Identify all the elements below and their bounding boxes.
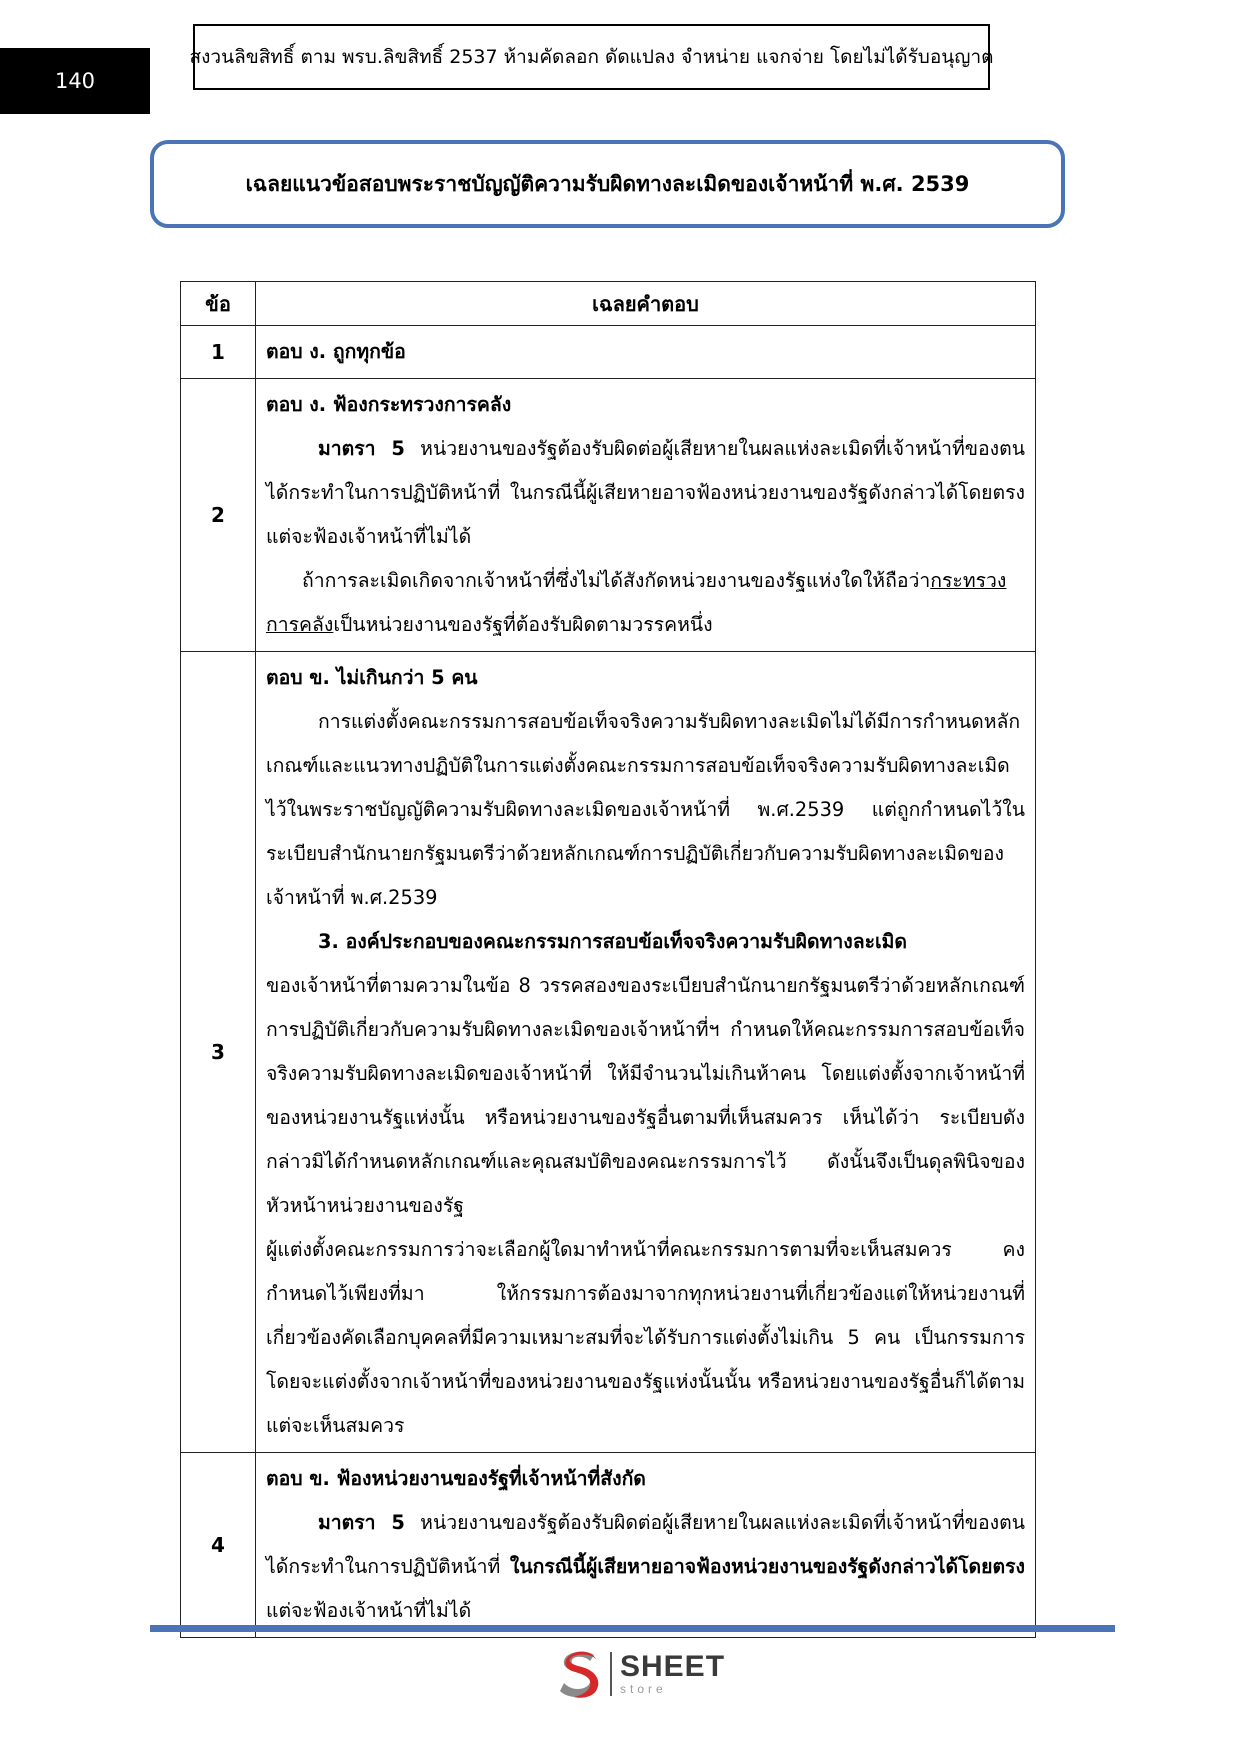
answer-choice: ตอบ ข. ไม่เกินกว่า 5 คน xyxy=(266,666,478,689)
row-number: 2 xyxy=(181,379,256,652)
section-reference: มาตรา 5 xyxy=(318,437,405,460)
page-number: 140 xyxy=(0,48,150,114)
underlined-term: กระทรวงการคลัง xyxy=(266,569,1007,636)
explanation-text: ถ้าการละเมิดเกิดจากเจ้าหน้าที่ซึ่งไม่ได้สังกัดหน่วยงานของรัฐแห่งใดให้ถือว่า xyxy=(302,569,931,592)
table-row xyxy=(181,379,1036,652)
section-heading xyxy=(266,920,1025,964)
page-title: เฉลยแนวข้อสอบพระราชบัญญัติความรับผิดทางละเมิดของเจ้าหน้าที่ พ.ศ. 2539 xyxy=(150,140,1065,228)
logo-subtitle: store xyxy=(620,1682,667,1696)
answer-choice: ตอบ ง. ถูกทุกข้อ xyxy=(266,340,406,363)
answer-table xyxy=(180,281,1036,1638)
table-row xyxy=(181,326,1036,379)
footer-divider xyxy=(150,1625,1115,1632)
explanation-paragraph: การแต่งตั้งคณะกรรมการสอบข้อเท็จจริงความรับผิดทางละเมิดไม่ได้มีการกำหนดหลักเกณฑ์และแนวทางปฏิบัติในการแต่งตั้งคณะกรรมการสอบข้อเท็จจริงความรับผิดทางละเมิดไว้ในพระราชบัญญัติความรับผิดทางละเมิดของเจ้าหน้าที่ พ.ศ.2539 แต่ถูกกำหนดไว้ในระเบียบสำนักนายกรัฐมนตรีว่าด้วยหลักเกณฑ์การปฏิบัติเกี่ยวกับความรับผิดทางละเมิดของเจ้าหน้าที่ พ.ศ.2539 xyxy=(266,710,1025,909)
explanation-paragraph xyxy=(266,559,1025,647)
answer-cell xyxy=(256,652,1036,1453)
logo-separator xyxy=(610,1652,612,1696)
column-header-no: ข้อ xyxy=(181,282,256,326)
explanation-text: หน่วยงานของรัฐต้องรับผิดต่อผู้เสียหายในผลแห่งละเมิดที่เจ้าหน้าที่ของตนได้กระทำในการปฏิบัติหน้าที่ ในกรณีนี้ผู้เสียหายอาจฟ้องหน่วยงานของรัฐดังกล่าวได้โดยตรง แต่จะฟ้องเจ้าหน้าที่ไม่ได้ xyxy=(266,437,1025,548)
answer-cell xyxy=(256,326,1036,379)
explanation-text: เป็นหน่วยงานของรัฐที่ต้องรับผิดตามวรรคหนึ่ง xyxy=(333,613,713,636)
explanation-paragraph xyxy=(266,427,1025,559)
answer-cell xyxy=(256,1453,1036,1638)
table-row xyxy=(181,1453,1036,1638)
explanation-paragraph: ผู้แต่งตั้งคณะกรรมการว่าจะเลือกผู้ใดมาทำหน้าที่คณะกรรมการตามที่จะเห็นสมควร คงกำหนดไว้เพียงที่มา ให้กรรมการต้องมาจากทุกหน่วยงานที่เกี่ยวข้องแต่ให้หน่วยงานที่เกี่ยวข้องคัดเลือกบุคคลที่มีความเหมาะสมที่จะได้รับการแต่งตั้งไม่เกิน 5 คน เป็นกรรมการ โดยจะแต่งตั้งจากเจ้าหน้าที่ของหน่วยงานของรัฐแห่งนั้นนั้น หรือหน่วยงานของรัฐอื่นก็ได้ตามแต่จะเห็นสมควร xyxy=(266,1238,1025,1437)
table-row xyxy=(181,652,1036,1453)
row-number: 3 xyxy=(181,652,256,1453)
table-header-row xyxy=(181,282,1036,326)
section-heading-text: 3. องค์ประกอบของคณะกรรมการสอบข้อเท็จจริงความรับผิดทางละเมิด xyxy=(318,930,908,953)
row-number: 1 xyxy=(181,326,256,379)
logo-name: SHEET xyxy=(620,1650,726,1683)
explanation-paragraph xyxy=(266,1501,1025,1633)
explanation-paragraph: ของเจ้าหน้าที่ตามความในข้อ 8 วรรคสองของระเบียบสำนักนายกรัฐมนตรีว่าด้วยหลักเกณฑ์การปฏิบัติเกี่ยวกับความรับผิดทางละเมิดของเจ้าหน้าที่ฯ กำหนดให้คณะกรรมการสอบข้อเท็จจริงความรับผิดทางละเมิดของเจ้าหน้าที่ ให้มีจำนวนไม่เกินห้าคน โดยแต่งตั้งจากเจ้าหน้าที่ของหน่วยงานรัฐแห่งนั้น หรือหน่วยงานของรัฐอื่นตามที่เห็นสมควร เห็นได้ว่า ระเบียบดังกล่าวมิได้กำหนดหลักเกณฑ์และคุณสมบัติของคณะกรรมการไว้ ดังนั้นจึงเป็นดุลพินิจของหัวหน้าหน่วยงานของรัฐ xyxy=(266,974,1025,1217)
sheet-store-logo-icon xyxy=(556,1647,604,1701)
answer-choice: ตอบ ข. ฟ้องหน่วยงานของรัฐที่เจ้าหน้าที่สังกัด xyxy=(266,1467,646,1490)
explanation-text: แต่จะฟ้องเจ้าหน้าที่ไม่ได้ xyxy=(266,1599,472,1622)
answer-cell xyxy=(256,379,1036,652)
emphasized-text: ในกรณีนี้ผู้เสียหายอาจฟ้องหน่วยงานของรัฐดังกล่าวได้โดยตรง xyxy=(509,1555,1025,1578)
sheet-store-logo xyxy=(556,1646,725,1702)
explanation-text: หน่วยงานของรัฐต้องรับผิดต่อผู้เสียหายในผลแห่งละเมิดที่เจ้าหน้าที่ของตนได้กระทำในการปฏิบัติหน้าที่ xyxy=(266,1511,1025,1578)
row-number: 4 xyxy=(181,1453,256,1638)
answer-choice: ตอบ ง. ฟ้องกระทรวงการคลัง xyxy=(266,393,512,416)
copyright-notice: สงวนลิขสิทธิ์ ตาม พรบ.ลิขสิทธิ์ 2537 ห้ามคัดลอก ดัดแปลง จำหน่าย แจกจ่าย โดยไม่ได้รับอนุญาต xyxy=(193,24,990,90)
column-header-answer: เฉลยคำตอบ xyxy=(256,282,1036,326)
section-reference: มาตรา 5 xyxy=(318,1511,405,1534)
